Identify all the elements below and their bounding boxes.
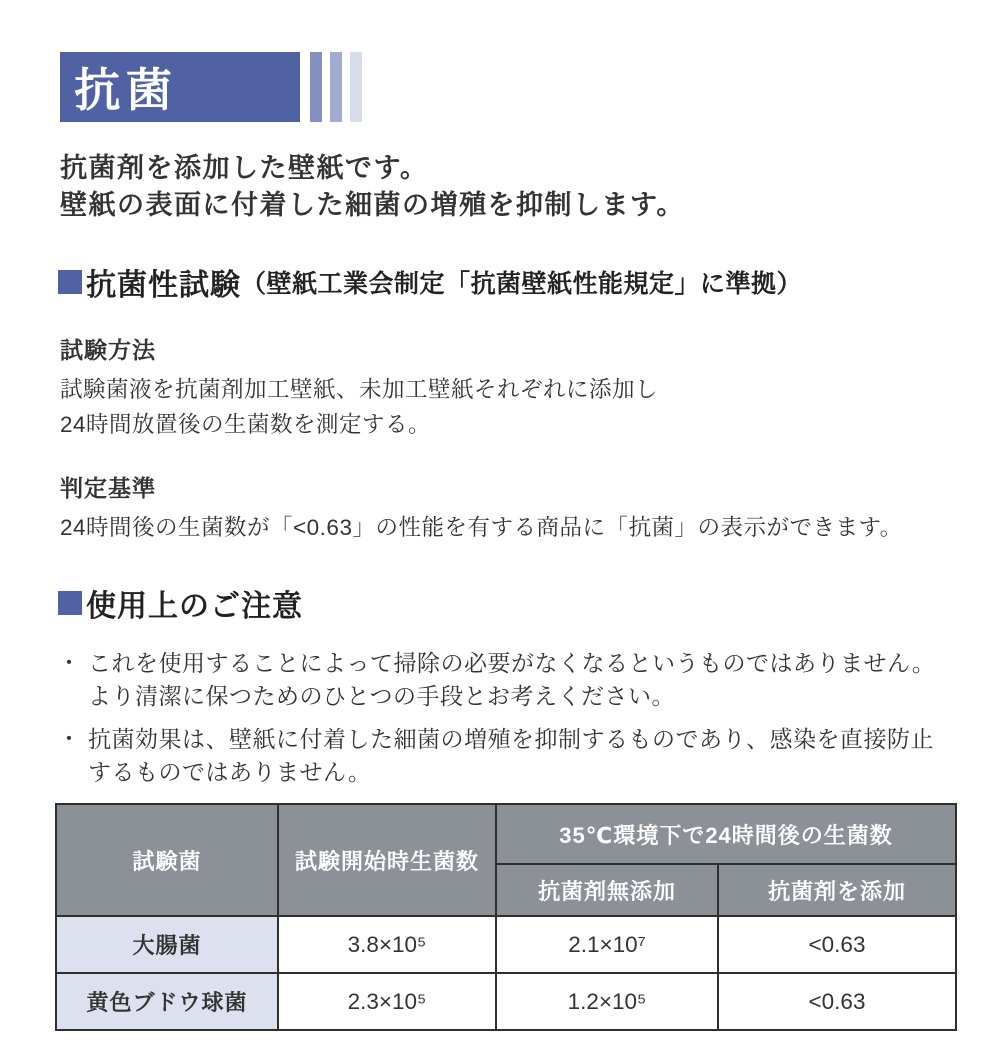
- banner-stripe-1: [310, 52, 322, 122]
- criteria-label: 判定基準: [60, 475, 156, 501]
- cell-start-count: 2.3×10⁵: [278, 973, 496, 1030]
- row-label-staph: 黄色ブドウ球菌: [56, 973, 278, 1030]
- method-line-2: 24時間放置後の生菌数を測定する。: [60, 412, 432, 437]
- cell-with-agent: <0.63: [718, 916, 956, 973]
- intro-paragraph: [60, 150, 1000, 224]
- notes-section-title: 使用上のご注意: [86, 590, 303, 623]
- test-section-title: 抗菌性試験: [86, 269, 241, 302]
- test-results-table: [55, 803, 957, 1031]
- banner-stripe-3: [350, 52, 362, 122]
- heading-square-icon: [58, 270, 82, 294]
- test-section-note: （壁紙工業会制定「抗菌壁紙性能規定」に準拠）: [241, 270, 803, 298]
- table-row: [56, 916, 956, 973]
- title-banner-row: [60, 52, 1000, 122]
- cell-with-agent: <0.63: [718, 973, 956, 1030]
- header-with-agent: 抗菌剤を添加: [718, 864, 956, 916]
- method-label: 試験方法: [60, 337, 156, 363]
- notes-section-heading: [58, 581, 1000, 625]
- method-line-1: 試験菌液を抗菌剤加工壁紙、未加工壁紙それぞれに添加し: [60, 377, 659, 402]
- notes-bullet-list: [60, 647, 955, 789]
- cell-no-agent: 1.2×10⁵: [496, 973, 718, 1030]
- list-item: [60, 647, 955, 713]
- heading-square-icon: [58, 591, 82, 615]
- list-item: [60, 723, 955, 789]
- method-text: [60, 372, 940, 442]
- title-banner: [60, 52, 300, 122]
- page: [0, 52, 1000, 1031]
- bullet-icon: ・: [60, 729, 78, 749]
- banner-stripe-2: [330, 52, 342, 122]
- table-row: [56, 973, 956, 1030]
- test-section-heading: [58, 260, 1000, 304]
- intro-line-2: 壁紙の表面に付着した細菌の増殖を抑制します。: [60, 190, 685, 220]
- note-text-2: 抗菌効果は、壁紙に付着した細菌の増殖を抑制するものであり、感染を直接防止するものではありません。: [88, 726, 934, 785]
- row-label-ecoli: 大腸菌: [56, 916, 278, 973]
- header-bacteria: 試験菌: [56, 804, 278, 916]
- criteria-text: 24時間後の生菌数が「<0.63」の性能を有する商品に「抗菌」の表示ができます。: [60, 515, 903, 540]
- page-title: 抗菌: [74, 64, 178, 116]
- banner-stripes: [310, 52, 370, 122]
- bullet-icon: ・: [60, 653, 78, 673]
- intro-line-1: 抗菌剤を添加した壁紙です。: [60, 153, 429, 183]
- header-after-24h: 35℃環境下で24時間後の生菌数: [496, 804, 956, 864]
- note-text-1: これを使用することによって掃除の必要がなくなるというものではありません。より清潔に保つためのひとつの手段とお考えください。: [88, 650, 936, 709]
- header-start-count: 試験開始時生菌数: [278, 804, 496, 916]
- cell-no-agent: 2.1×10⁷: [496, 916, 718, 973]
- header-no-agent: 抗菌剤無添加: [496, 864, 718, 916]
- cell-start-count: 3.8×10⁵: [278, 916, 496, 973]
